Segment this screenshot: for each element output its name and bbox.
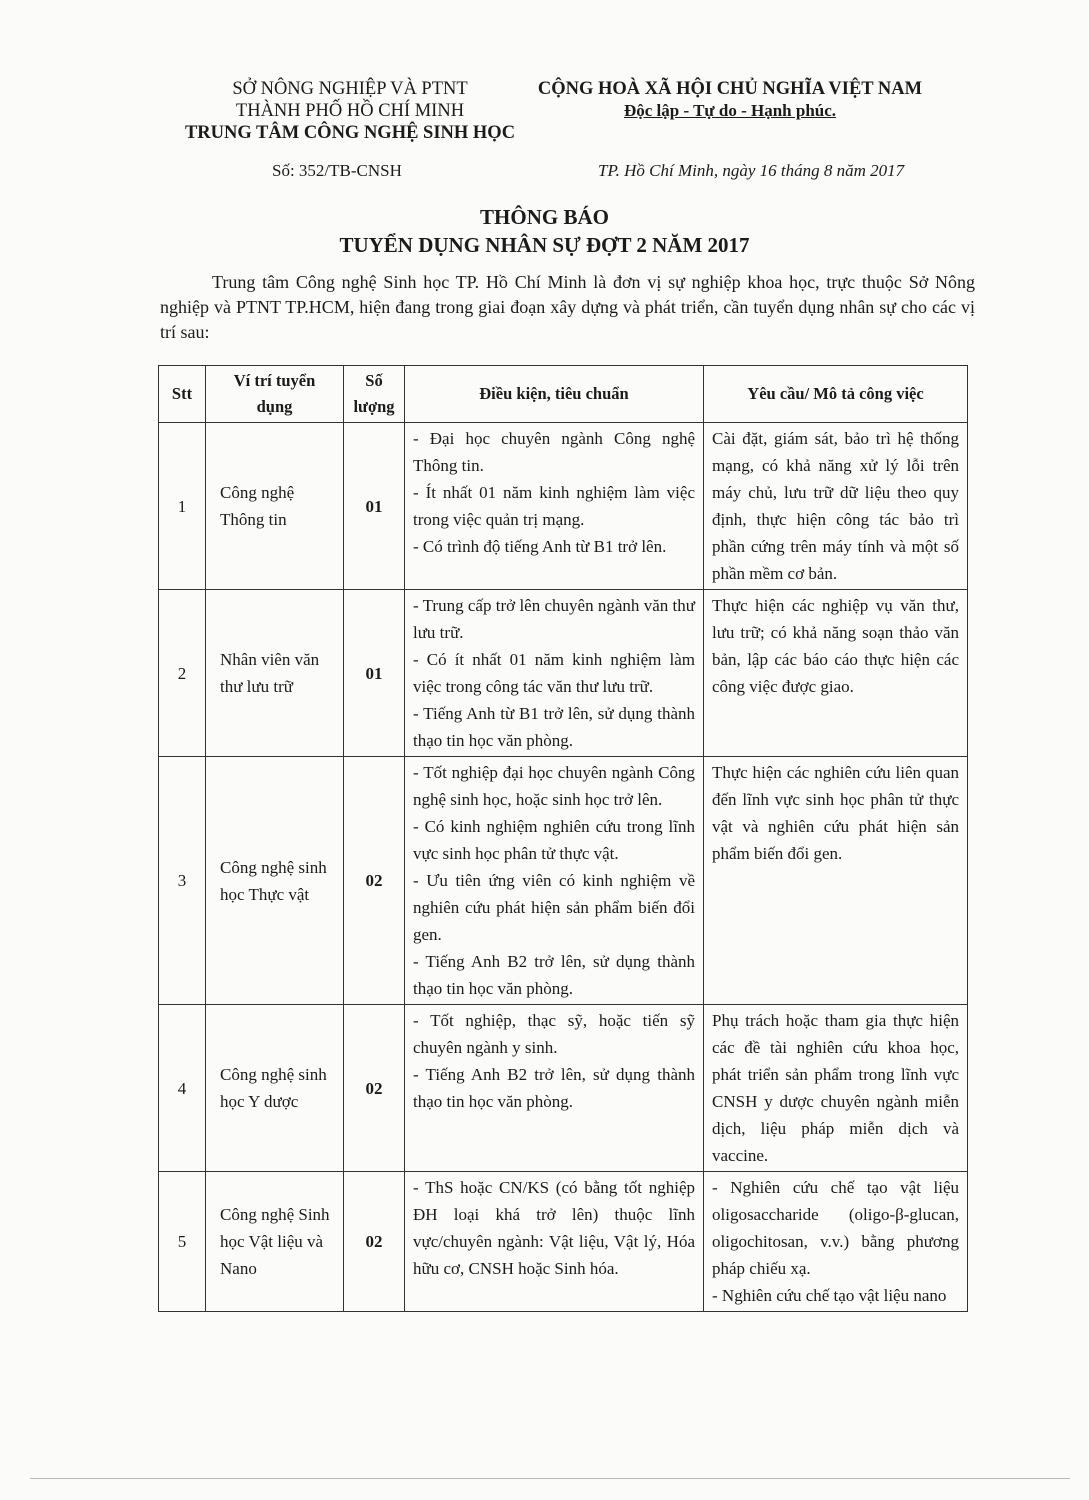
row-position: Công nghệ Sinh học Vật liệu và Nano bbox=[206, 1172, 344, 1312]
condition-item: - Tiếng Anh B2 trở lên, sử dụng thành thạo tin học văn phòng. bbox=[413, 1065, 695, 1111]
row-description bbox=[704, 423, 968, 590]
col-conditions: Điều kiện, tiêu chuẩn bbox=[405, 366, 704, 423]
row-quantity: 01 bbox=[344, 423, 405, 590]
row-stt: 4 bbox=[159, 1005, 206, 1172]
row-description bbox=[704, 590, 968, 757]
row-stt: 3 bbox=[159, 757, 206, 1005]
condition-item: - Tốt nghiệp, thạc sỹ, hoặc tiến sỹ chuyên ngành y sinh. bbox=[413, 1011, 695, 1057]
document-date: TP. Hồ Chí Minh, ngày 16 tháng 8 năm 2017 bbox=[598, 161, 905, 180]
description-item: - Nghiên cứu chế tạo vật liệu oligosaccharide (oligo-β-glucan, oligochitosan, v.v.) bằng phương pháp chiếu xạ. bbox=[712, 1178, 959, 1278]
row-quantity: 01 bbox=[344, 590, 405, 757]
row-description bbox=[704, 1005, 968, 1172]
row-description bbox=[704, 1172, 968, 1312]
row-stt: 5 bbox=[159, 1172, 206, 1312]
table-row bbox=[159, 757, 968, 1005]
condition-item: - Trung cấp trở lên chuyên ngành văn thư lưu trữ. bbox=[413, 596, 695, 642]
table-row bbox=[159, 590, 968, 757]
col-description: Yêu cầu/ Mô tả công việc bbox=[704, 366, 968, 423]
col-position: Ví trí tuyển dụng bbox=[206, 366, 344, 423]
description-item: Thực hiện các nghiệp vụ văn thư, lưu trữ; có khả năng soạn thảo văn bản, lập các báo cáo thực hiện các công việc được giao. bbox=[712, 596, 959, 696]
national-header bbox=[490, 78, 970, 122]
row-stt: 2 bbox=[159, 590, 206, 757]
condition-item: - Đại học chuyên ngành Công nghệ Thông tin. bbox=[413, 429, 695, 475]
condition-item: - Có trình độ tiếng Anh từ B1 trở lên. bbox=[413, 537, 667, 556]
condition-item: - Ưu tiên ứng viên có kinh nghiệm về nghiên cứu phát hiện sản phẩm biến đổi gen. bbox=[413, 871, 695, 944]
condition-item: - Có kinh nghiệm nghiên cứu trong lĩnh vực sinh học phân tử thực vật. bbox=[413, 817, 695, 863]
row-conditions bbox=[405, 1172, 704, 1312]
col-stt: Stt bbox=[159, 366, 206, 423]
intro-paragraph: Trung tâm Công nghệ Sinh học TP. Hồ Chí Minh là đơn vị sự nghiệp khoa học, trực thuộc Sở Nông nghiệp và PTNT TP.HCM, hiện đang trong giai đoạn xây dựng và phát triển, cần tuyển dụng nhân sự cho các vị trí sau: bbox=[160, 272, 975, 342]
condition-item: - Có ít nhất 01 năm kinh nghiệm làm việc trong công tác văn thư lưu trữ. bbox=[413, 650, 695, 696]
description-item: Phụ trách hoặc tham gia thực hiện các đề tài nghiên cứu khoa học, phát triển sản phẩm trong lĩnh vực CNSH y dược chuyên ngành miễn dịch, liệu pháp miễn dịch và vaccine. bbox=[712, 1011, 959, 1165]
row-conditions bbox=[405, 757, 704, 1005]
page-bottom-rule bbox=[30, 1478, 1070, 1479]
condition-item: - Tốt nghiệp đại học chuyên ngành Công nghệ sinh học, hoặc sinh học trở lên. bbox=[413, 763, 695, 809]
condition-item: - Tiếng Anh từ B1 trở lên, sử dụng thành thạo tin học văn phòng. bbox=[413, 704, 695, 750]
row-position: Nhân viên văn thư lưu trữ bbox=[206, 590, 344, 757]
row-quantity: 02 bbox=[344, 1172, 405, 1312]
row-stt: 1 bbox=[159, 423, 206, 590]
row-conditions bbox=[405, 590, 704, 757]
description-item: Thực hiện các nghiên cứu liên quan đến lĩnh vực sinh học phân tử thực vật và nghiên cứu phát hiện sản phẩm biến đổi gen. bbox=[712, 763, 959, 863]
table-header-row bbox=[159, 366, 968, 423]
condition-item: - ThS hoặc CN/KS (có bằng tốt nghiệp ĐH loại khá trở lên) thuộc lĩnh vực/chuyên ngành: Vật liệu, Vật lý, Hóa hữu cơ, CNSH hoặc Sinh hóa. bbox=[413, 1178, 695, 1278]
table-row bbox=[159, 423, 968, 590]
notice-subtitle: TUYỂN DỤNG NHÂN SỰ ĐỢT 2 NĂM 2017 bbox=[339, 233, 750, 257]
row-position: Công nghệ sinh học Y dược bbox=[206, 1005, 344, 1172]
description-item: Cài đặt, giám sát, bảo trì hệ thống mạng, có khả năng xử lý lỗi trên máy chủ, lưu trữ dữ liệu theo quy định, thực hiện công tác bảo trì phần cứng trên máy tính và một số phần mềm cơ bản. bbox=[712, 429, 959, 583]
condition-item: - Ít nhất 01 năm kinh nghiệm làm việc trong việc quản trị mạng. bbox=[413, 483, 695, 529]
recruitment-table bbox=[158, 365, 968, 1312]
notice-title: THÔNG BÁO bbox=[480, 205, 609, 229]
agency-line-1: SỞ NÔNG NGHIỆP VÀ PTNT bbox=[232, 79, 468, 99]
row-conditions bbox=[405, 423, 704, 590]
row-position: Công nghệ Thông tin bbox=[206, 423, 344, 590]
document-number: Số: 352/TB-CNSH bbox=[272, 161, 402, 180]
row-position: Công nghệ sinh học Thực vật bbox=[206, 757, 344, 1005]
description-item: - Nghiên cứu chế tạo vật liệu nano bbox=[712, 1286, 947, 1305]
agency-line-2: THÀNH PHỐ HỒ CHÍ MINH bbox=[235, 101, 465, 121]
row-description bbox=[704, 757, 968, 1005]
national-title: CỘNG HOÀ XÃ HỘI CHỦ NGHĨA VIỆT NAM bbox=[537, 79, 923, 99]
agency-line-3: TRUNG TÂM CÔNG NGHỆ SINH HỌC bbox=[184, 123, 516, 143]
row-quantity: 02 bbox=[344, 757, 405, 1005]
condition-item: - Tiếng Anh B2 trở lên, sử dụng thành thạo tin học văn phòng. bbox=[413, 952, 695, 998]
row-quantity: 02 bbox=[344, 1005, 405, 1172]
table-row bbox=[159, 1005, 968, 1172]
national-motto: Độc lập - Tự do - Hạnh phúc. bbox=[623, 101, 837, 120]
row-conditions bbox=[405, 1005, 704, 1172]
col-quantity: Số lượng bbox=[344, 366, 405, 423]
table-row bbox=[159, 1172, 968, 1312]
